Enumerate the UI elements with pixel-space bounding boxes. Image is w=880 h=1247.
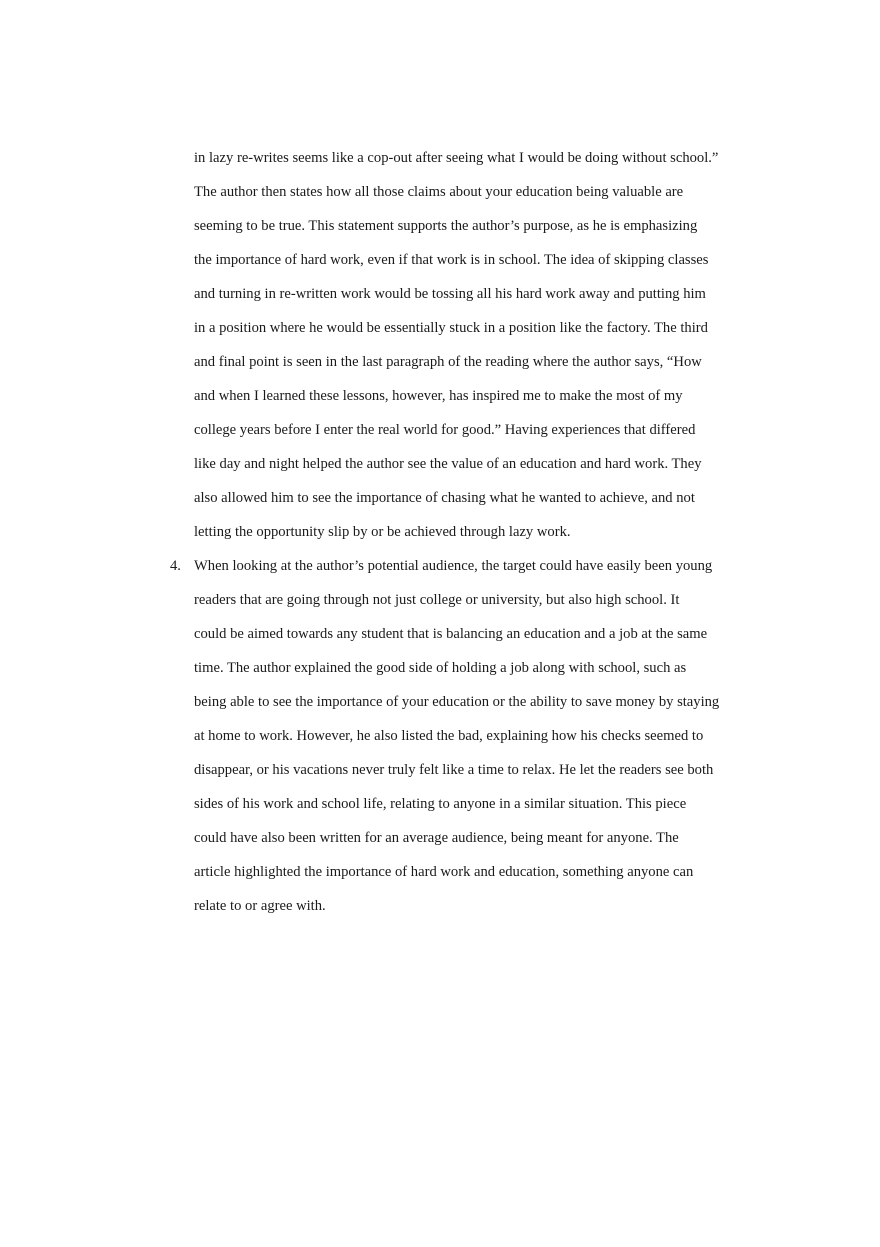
text-line: like day and night helped the author see the value of an education and hard work. They — [194, 456, 702, 472]
text-line: could have also been written for an average audience, being meant for anyone. The — [194, 830, 679, 846]
text-line: the importance of hard work, even if that work is in school. The idea of skipping classes — [194, 252, 709, 268]
text-line: disappear, or his vacations never truly felt like a time to relax. He let the readers see both — [194, 762, 714, 778]
text-line: When looking at the author’s potential audience, the target could have easily been young — [194, 558, 713, 574]
text-line: also allowed him to see the importance of chasing what he wanted to achieve, and not — [194, 490, 695, 506]
text-line: time. The author explained the good side of holding a job along with school, such as — [194, 660, 687, 676]
text-line: at home to work. However, he also listed the bad, explaining how his checks seemed to — [194, 728, 704, 744]
text-line: and turning in re-written work would be tossing all his hard work away and putting him — [194, 286, 706, 302]
text-line: and final point is seen in the last paragraph of the reading where the author says, “How — [194, 354, 702, 370]
list-item-number: 4. — [170, 558, 181, 574]
text-line: seeming to be true. This statement supports the author’s purpose, as he is emphasizing — [194, 218, 698, 234]
text-line: and when I learned these lessons, however, has inspired me to make the most of my — [194, 388, 683, 404]
text-line: readers that are going through not just college or university, but also high school. It — [194, 592, 680, 608]
text-line: article highlighted the importance of hard work and education, something anyone can — [194, 864, 694, 880]
text-line: relate to or agree with. — [194, 898, 326, 914]
text-line: sides of his work and school life, relating to anyone in a similar situation. This piece — [194, 796, 687, 812]
text-line: could be aimed towards any student that is balancing an education and a job at the same — [194, 626, 708, 642]
text-line: college years before I enter the real world for good.” Having experiences that differed — [194, 422, 696, 438]
text-line: The author then states how all those claims about your education being valuable are — [194, 184, 684, 200]
text-line: being able to see the importance of your education or the ability to save money by staying — [194, 694, 720, 710]
text-line: in a position where he would be essentially stuck in a position like the factory. The third — [194, 320, 708, 336]
text-line: letting the opportunity slip by or be achieved through lazy work. — [194, 524, 571, 540]
text-line: in lazy re-writes seems like a cop-out after seeing what I would be doing without school.” — [194, 150, 719, 166]
